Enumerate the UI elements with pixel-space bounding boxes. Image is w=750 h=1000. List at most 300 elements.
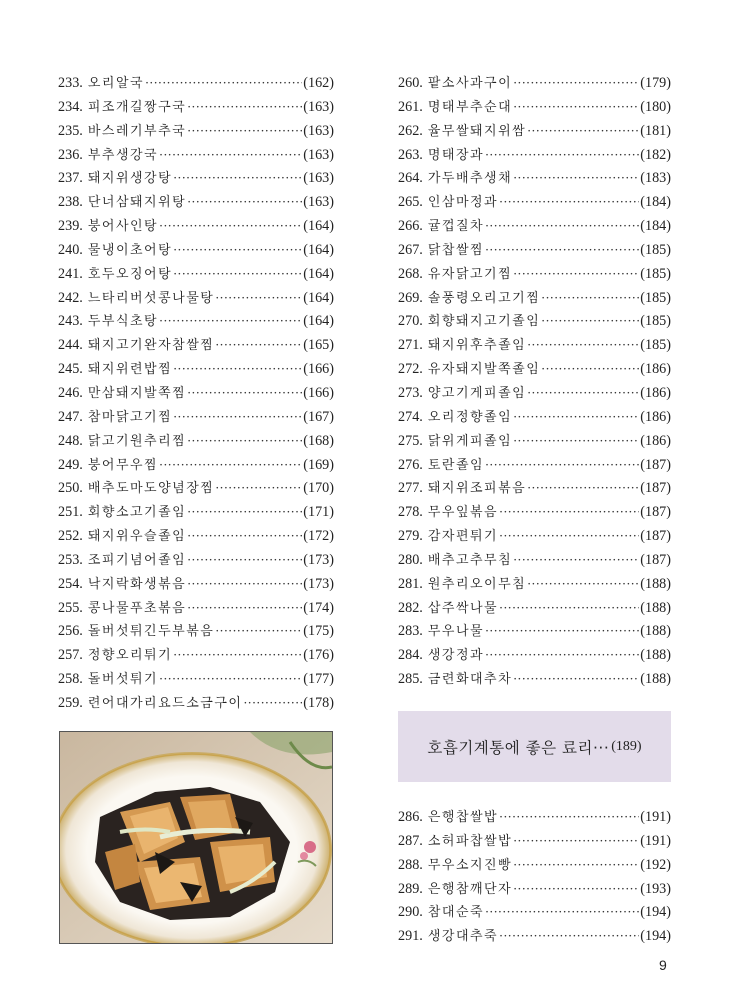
page-number: 9 (659, 957, 667, 973)
dot-leader (499, 529, 639, 543)
entry-title: 금련화대추차 (427, 672, 513, 688)
toc-entry (398, 382, 671, 406)
entry-title: 조피기념어졸임 (87, 552, 187, 568)
dot-leader (541, 314, 639, 328)
toc-entry (398, 477, 671, 501)
entry-page: (185) (640, 289, 671, 306)
entry-page: (173) (303, 551, 334, 568)
entry-number: 270. (398, 313, 423, 330)
entry-page: (163) (303, 146, 334, 163)
toc-entry (398, 430, 671, 454)
entry-title: 가두배추생채 (427, 171, 513, 187)
toc-entry (398, 96, 671, 120)
entry-title: 물냉이초어탕 (87, 242, 173, 258)
entry-number: 289. (398, 880, 423, 897)
dot-leader (513, 882, 639, 896)
dot-leader (215, 338, 302, 352)
toc-entry (398, 830, 671, 854)
toc-entry (58, 406, 334, 430)
toc-entry (58, 215, 334, 239)
dot-leader (499, 505, 639, 519)
toc-entry (58, 644, 334, 668)
entry-title: 오리알국 (87, 76, 145, 91)
entry-page: (172) (303, 528, 334, 545)
dot-leader (499, 810, 639, 824)
dot-leader (187, 529, 302, 543)
entry-title: 돼지위우슬졸임 (87, 529, 187, 545)
entry-number: 274. (398, 408, 423, 425)
entry-number: 279. (398, 528, 423, 545)
entry-page: (188) (640, 647, 671, 664)
dot-leader (173, 648, 302, 662)
entry-page: (169) (303, 456, 334, 473)
toc-section-column (398, 806, 671, 949)
toc-entry (58, 239, 334, 263)
entry-number: 288. (398, 856, 423, 873)
entry-number: 240. (58, 241, 83, 258)
toc-left-column (58, 72, 334, 716)
entry-number: 285. (398, 671, 423, 688)
entry-number: 266. (398, 218, 423, 235)
dot-leader (485, 243, 639, 257)
entry-title: 귤껍질차 (427, 219, 485, 235)
entry-page: (180) (640, 98, 671, 115)
entry-number: 244. (58, 337, 83, 354)
entry-title: 무우잎볶음 (427, 505, 499, 521)
entry-title: 인삼마정과 (427, 195, 499, 211)
dot-leader (187, 195, 302, 209)
entry-title: 피조개길짱구국 (87, 99, 187, 115)
entry-number: 235. (58, 122, 83, 139)
entry-number: 282. (398, 599, 423, 616)
dot-leader (513, 834, 639, 848)
entry-title: 생강정과 (427, 648, 485, 664)
entry-number: 271. (398, 337, 423, 354)
entry-title: 명태부추순대 (427, 99, 513, 115)
entry-title: 소허파찹쌀밥 (427, 833, 513, 849)
dot-leader (541, 291, 639, 305)
entry-title: 배추고추무침 (427, 552, 513, 568)
entry-page: (187) (640, 456, 671, 473)
toc-entry (398, 925, 671, 949)
dot-leader (541, 362, 639, 376)
entry-title: 유자닭고기찜 (427, 266, 513, 282)
toc-entry (398, 191, 671, 215)
entry-number: 262. (398, 122, 423, 139)
toc-entry (398, 310, 671, 334)
entry-number: 250. (58, 480, 83, 497)
dot-leader (527, 386, 639, 400)
entry-title: 양고기게피졸임 (427, 385, 527, 401)
entry-title: 돌버섯튀기 (87, 672, 159, 688)
toc-entry (398, 263, 671, 287)
entry-page: (170) (303, 480, 334, 497)
dot-leader (513, 267, 639, 281)
entry-number: 241. (58, 265, 83, 282)
entry-number: 246. (58, 384, 83, 401)
toc-entry (58, 287, 334, 311)
entry-number: 275. (398, 432, 423, 449)
entry-number: 238. (58, 194, 83, 211)
entry-title: 배추도마도양념장찜 (87, 481, 215, 497)
entry-title: 단너삼돼지위탕 (87, 195, 187, 211)
toc-entry (58, 430, 334, 454)
dot-leader (187, 553, 302, 567)
entry-page: (184) (640, 218, 671, 235)
entry-page: (178) (303, 694, 334, 711)
entry-page: (187) (640, 480, 671, 497)
toc-entry (398, 144, 671, 168)
toc-entry (58, 454, 334, 478)
toc-entry (58, 620, 334, 644)
entry-number: 252. (58, 528, 83, 545)
entry-number: 263. (398, 146, 423, 163)
entry-title: 회향소고기졸임 (87, 505, 187, 521)
entry-title: 돼지위련밥찜 (87, 362, 173, 378)
entry-page: (188) (640, 671, 671, 688)
entry-page: (193) (640, 880, 671, 897)
dot-leader (527, 481, 639, 495)
entry-page: (181) (640, 122, 671, 139)
entry-title: 무우나물 (427, 624, 485, 640)
entry-number: 253. (58, 551, 83, 568)
entry-number: 276. (398, 456, 423, 473)
entry-title: 닭위게피졸임 (427, 433, 513, 449)
entry-number: 260. (398, 75, 423, 91)
toc-entry (58, 692, 334, 716)
entry-number: 248. (58, 432, 83, 449)
toc-entry (58, 72, 334, 96)
entry-number: 272. (398, 361, 423, 378)
dot-leader (145, 76, 302, 90)
entry-title: 붕어무우찜 (87, 457, 159, 473)
dot-leader (513, 672, 639, 686)
entry-number: 243. (58, 313, 83, 330)
dot-leader (187, 434, 302, 448)
entry-page: (179) (640, 75, 671, 91)
entry-title: 명태장과 (427, 147, 485, 163)
toc-entry (398, 501, 671, 525)
entry-number: 291. (398, 928, 423, 945)
entry-number: 268. (398, 265, 423, 282)
entry-page: (191) (640, 832, 671, 849)
toc-entry (398, 72, 671, 96)
dot-leader (485, 905, 639, 919)
entry-page: (186) (640, 432, 671, 449)
toc-entry (398, 806, 671, 830)
entry-title: 호두오징어탕 (87, 266, 173, 282)
entry-title: 닭찹쌀찜 (427, 242, 485, 258)
toc-entry (398, 878, 671, 902)
dot-leader (513, 171, 639, 185)
dot-leader (187, 386, 302, 400)
dot-leader (513, 434, 639, 448)
entry-title: 돼지위생강탕 (87, 171, 173, 187)
toc-entry (398, 406, 671, 430)
dot-leader (513, 100, 639, 114)
entry-page: (188) (640, 575, 671, 592)
entry-title: 낙지락화생볶음 (87, 576, 187, 592)
entry-number: 233. (58, 75, 83, 91)
entry-page: (173) (303, 575, 334, 592)
entry-title: 참대순죽 (427, 905, 485, 921)
toc-entry (398, 215, 671, 239)
entry-page: (188) (640, 599, 671, 616)
dot-leader (173, 410, 302, 424)
entry-title: 닭고기원추리찜 (87, 433, 187, 449)
section-header (398, 711, 671, 782)
entry-title: 토란졸임 (427, 457, 485, 473)
entry-number: 257. (58, 647, 83, 664)
entry-number: 287. (398, 832, 423, 849)
dot-leader (173, 267, 302, 281)
toc-entry (398, 358, 671, 382)
entry-title: 만삼돼지발쪽찜 (87, 385, 187, 401)
entry-title: 콩나물푸초볶음 (87, 600, 187, 616)
entry-page: (185) (640, 313, 671, 330)
dot-leader (499, 195, 639, 209)
entry-title: 팥소사과구이 (427, 76, 513, 91)
section-page: (189) (611, 738, 642, 754)
entry-page: (174) (303, 599, 334, 616)
toc-entry (58, 358, 334, 382)
entry-title: 정향오리튀기 (87, 648, 173, 664)
entry-number: 242. (58, 289, 83, 306)
entry-title: 돌버섯튀긴두부볶음 (87, 624, 215, 640)
entry-title: 참마닭고기찜 (87, 409, 173, 425)
entry-page: (163) (303, 98, 334, 115)
dot-leader (485, 219, 639, 233)
food-photo (59, 731, 333, 944)
toc-entry (398, 901, 671, 925)
toc-entry (58, 382, 334, 406)
entry-title: 부추생강국 (87, 147, 159, 163)
toc-entry (58, 597, 334, 621)
toc-entry (58, 501, 334, 525)
entry-page: (166) (303, 384, 334, 401)
dot-leader (513, 858, 639, 872)
entry-number: 249. (58, 456, 83, 473)
entry-page: (185) (640, 337, 671, 354)
entry-page: (163) (303, 170, 334, 187)
dot-leader (485, 148, 639, 162)
entry-title: 은행찹쌀밥 (427, 810, 499, 825)
dot-leader (485, 458, 639, 472)
dot-leader (173, 362, 302, 376)
entry-page: (164) (303, 313, 334, 330)
entry-title: 오리정향졸임 (427, 409, 513, 425)
entry-page: (185) (640, 265, 671, 282)
entry-number: 258. (58, 671, 83, 688)
entry-page: (175) (303, 623, 334, 640)
entry-title: 솔풍령오리고기찜 (427, 290, 541, 306)
entry-number: 236. (58, 146, 83, 163)
entry-number: 259. (58, 694, 83, 711)
entry-page: (194) (640, 904, 671, 921)
entry-title: 바스레기부추국 (87, 123, 187, 139)
dot-leader (187, 100, 302, 114)
dot-leader (527, 577, 639, 591)
dot-leader (187, 577, 302, 591)
dot-leader (159, 219, 302, 233)
entry-title: 돼지위후추졸임 (427, 338, 527, 354)
entry-title: 은행참깨단자 (427, 881, 513, 897)
entry-title: 원추리오이무침 (427, 576, 527, 592)
entry-page: (164) (303, 289, 334, 306)
dot-leader (159, 458, 302, 472)
entry-title: 생강대추죽 (427, 929, 499, 945)
dot-leader (159, 148, 302, 162)
dot-leader (499, 929, 639, 943)
entry-page: (183) (640, 170, 671, 187)
entry-page: (177) (303, 671, 334, 688)
dot-leader (527, 124, 639, 138)
toc-entry (58, 167, 334, 191)
toc-entry (398, 549, 671, 573)
toc-entry (398, 525, 671, 549)
entry-page: (162) (303, 75, 334, 91)
entry-page: (176) (303, 647, 334, 664)
entry-number: 280. (398, 551, 423, 568)
dot-leader (215, 291, 302, 305)
entry-title: 삽주싹나물 (427, 600, 499, 616)
entry-page: (168) (303, 432, 334, 449)
toc-entry (398, 644, 671, 668)
entry-page: (171) (303, 504, 334, 521)
entry-page: (188) (640, 623, 671, 640)
entry-number: 264. (398, 170, 423, 187)
entry-title: 두부식초탕 (87, 314, 159, 330)
dot-leader (215, 624, 302, 638)
entry-page: (187) (640, 528, 671, 545)
toc-entry (398, 573, 671, 597)
dot-leader (513, 76, 639, 90)
dot-leader (187, 505, 302, 519)
entry-page: (165) (303, 337, 334, 354)
entry-page: (187) (640, 551, 671, 568)
entry-title: 율무쌀돼지위쌈 (427, 123, 527, 139)
dot-leader (187, 124, 302, 138)
dot-leader (485, 648, 639, 662)
dot-leader (499, 601, 639, 615)
toc-entry (58, 120, 334, 144)
entry-page: (194) (640, 928, 671, 945)
entry-number: 281. (398, 575, 423, 592)
toc-entry (398, 334, 671, 358)
entry-page: (185) (640, 241, 671, 258)
entry-title: 붕어사인탕 (87, 219, 159, 235)
section-title: 호흡기계통에 좋은 료리··· (427, 738, 610, 757)
entry-title: 무우소지진빵 (427, 857, 513, 873)
entry-page: (167) (303, 408, 334, 425)
entry-number: 269. (398, 289, 423, 306)
entry-page: (163) (303, 194, 334, 211)
dot-leader (159, 672, 302, 686)
toc-entry (398, 597, 671, 621)
entry-page: (186) (640, 384, 671, 401)
dot-leader (173, 171, 302, 185)
entry-page: (186) (640, 361, 671, 378)
entry-number: 278. (398, 504, 423, 521)
entry-page: (191) (640, 809, 671, 825)
entry-title: 돼지고기완자참쌀찜 (87, 338, 215, 354)
dot-leader (243, 696, 302, 710)
dot-leader (215, 481, 302, 495)
dot-leader (159, 314, 302, 328)
entry-number: 234. (58, 98, 83, 115)
entry-number: 251. (58, 504, 83, 521)
entry-number: 239. (58, 218, 83, 235)
dot-leader (173, 243, 302, 257)
toc-entry (58, 549, 334, 573)
entry-page: (164) (303, 241, 334, 258)
entry-page: (164) (303, 265, 334, 282)
entry-page: (164) (303, 218, 334, 235)
entry-page: (187) (640, 504, 671, 521)
toc-right-column (398, 72, 671, 692)
entry-number: 273. (398, 384, 423, 401)
toc-entry (398, 287, 671, 311)
entry-number: 245. (58, 361, 83, 378)
toc-entry (58, 191, 334, 215)
dot-leader (527, 338, 639, 352)
toc-entry (398, 854, 671, 878)
entry-page: (163) (303, 122, 334, 139)
entry-number: 254. (58, 575, 83, 592)
toc-entry (58, 525, 334, 549)
entry-number: 237. (58, 170, 83, 187)
entry-title: 련어대가리요드소금구이 (87, 695, 243, 711)
toc-entry (58, 668, 334, 692)
toc-entry (398, 239, 671, 263)
entry-title: 유자돼지발쪽졸임 (427, 362, 541, 378)
entry-page: (184) (640, 194, 671, 211)
toc-entry (398, 120, 671, 144)
entry-number: 283. (398, 623, 423, 640)
entry-page: (186) (640, 408, 671, 425)
toc-entry (58, 96, 334, 120)
entry-number: 247. (58, 408, 83, 425)
toc-entry (398, 167, 671, 191)
toc-entry (58, 144, 334, 168)
entry-page: (182) (640, 146, 671, 163)
dot-leader (187, 601, 302, 615)
toc-entry (58, 477, 334, 501)
entry-title: 느타리버섯콩나물탕 (87, 290, 215, 306)
toc-entry (398, 668, 671, 692)
entry-number: 255. (58, 599, 83, 616)
entry-title: 돼지위조피볶음 (427, 481, 527, 497)
entry-number: 286. (398, 809, 423, 825)
dot-leader (485, 624, 639, 638)
entry-number: 290. (398, 904, 423, 921)
entry-number: 256. (58, 623, 83, 640)
entry-number: 265. (398, 194, 423, 211)
toc-entry (58, 263, 334, 287)
entry-number: 284. (398, 647, 423, 664)
entry-number: 267. (398, 241, 423, 258)
toc-entry (398, 620, 671, 644)
toc-entry (58, 573, 334, 597)
dot-leader (513, 410, 639, 424)
toc-entry (58, 334, 334, 358)
dot-leader (513, 553, 639, 567)
entry-number: 261. (398, 98, 423, 115)
entry-title: 감자편튀기 (427, 529, 499, 545)
entry-page: (166) (303, 361, 334, 378)
toc-entry (398, 454, 671, 478)
entry-number: 277. (398, 480, 423, 497)
